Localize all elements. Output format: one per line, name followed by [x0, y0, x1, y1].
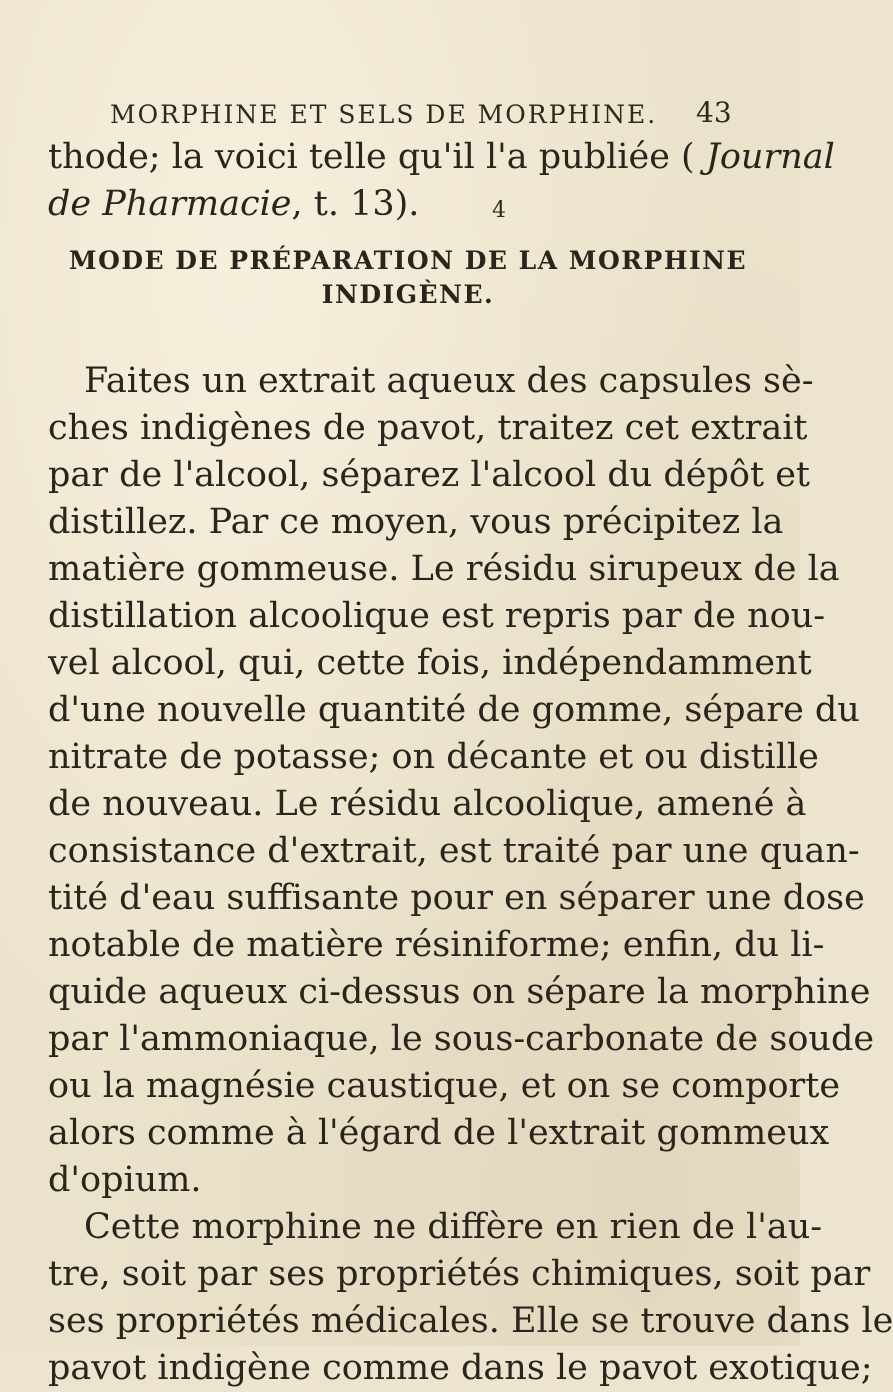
paragraph-line: d'opium.	[48, 1160, 202, 1200]
paragraph-line: par de l'alcool, séparez l'alcool du dépôt et	[48, 455, 810, 495]
page-number: 43	[696, 96, 732, 129]
journal-volume: , t. 13).	[291, 184, 420, 224]
section-heading	[48, 244, 768, 312]
paragraph-line: Faites un extrait aqueux des capsules sè-	[84, 361, 814, 401]
paragraph-line: ses propriétés médicales. Elle se trouve dans le	[48, 1301, 893, 1341]
intro-line-1-text: thode; la voici telle qu'il l'a publiée (	[48, 137, 706, 177]
paragraph-line: de nouveau. Le résidu alcoolique, amené à	[48, 784, 807, 824]
paragraph-line: consistance d'extrait, est traité par une quan-	[48, 831, 860, 871]
paragraph-line: distillez. Par ce moyen, vous précipitez la	[48, 502, 784, 542]
paragraph-line: pavot indigène comme dans le pavot exotique;	[48, 1348, 873, 1388]
paragraph-line: notable de matière résiniforme; enfin, du li-	[48, 925, 825, 965]
paragraph-line: ches indigènes de pavot, traitez cet extrait	[48, 408, 808, 448]
running-title: MORPHINE ET SELS DE MORPHINE.	[110, 100, 658, 129]
margin-mark: 4	[492, 198, 506, 223]
paragraph-line: matière gommeuse. Le résidu sirupeux de la	[48, 549, 840, 589]
paragraph-line: distillation alcoolique est repris par de nou-	[48, 596, 826, 636]
paragraph-line: alors comme à l'égard de l'extrait gommeux	[48, 1113, 830, 1153]
paragraph-line: quide aqueux ci-dessus on sépare la morphine	[48, 972, 871, 1012]
paragraph-line: vel alcool, qui, cette fois, indépendamment	[48, 643, 812, 683]
section-title-line-1: MODE DE PRÉPARATION DE LA MORPHINE	[68, 246, 748, 275]
paragraph-preparation	[48, 358, 893, 1392]
intro-line-1	[48, 134, 835, 181]
paragraph-line: tité d'eau suffisante pour en séparer une dose	[48, 878, 865, 918]
paragraph-line: nitrate de potasse; on décante et ou distille	[48, 737, 819, 777]
paragraph-line: d'une nouvelle quantité de gomme, sépare du	[48, 690, 860, 730]
section-title-line-2: INDIGÈNE.	[321, 280, 495, 309]
paragraph-line: Cette morphine ne diffère en rien de l'au-	[84, 1207, 823, 1247]
journal-word: Journal	[705, 137, 835, 177]
intro-text	[48, 134, 835, 228]
paragraph-line: par l'ammoniaque, le sous-carbonate de soude	[48, 1019, 875, 1059]
paragraph-line: ou la magnésie caustique, et on se comporte	[48, 1066, 841, 1106]
paragraph-line: tre, soit par ses propriétés chimiques, soit par	[48, 1254, 871, 1294]
journal-name: de Pharmacie	[48, 184, 292, 224]
intro-line-2	[48, 181, 768, 228]
